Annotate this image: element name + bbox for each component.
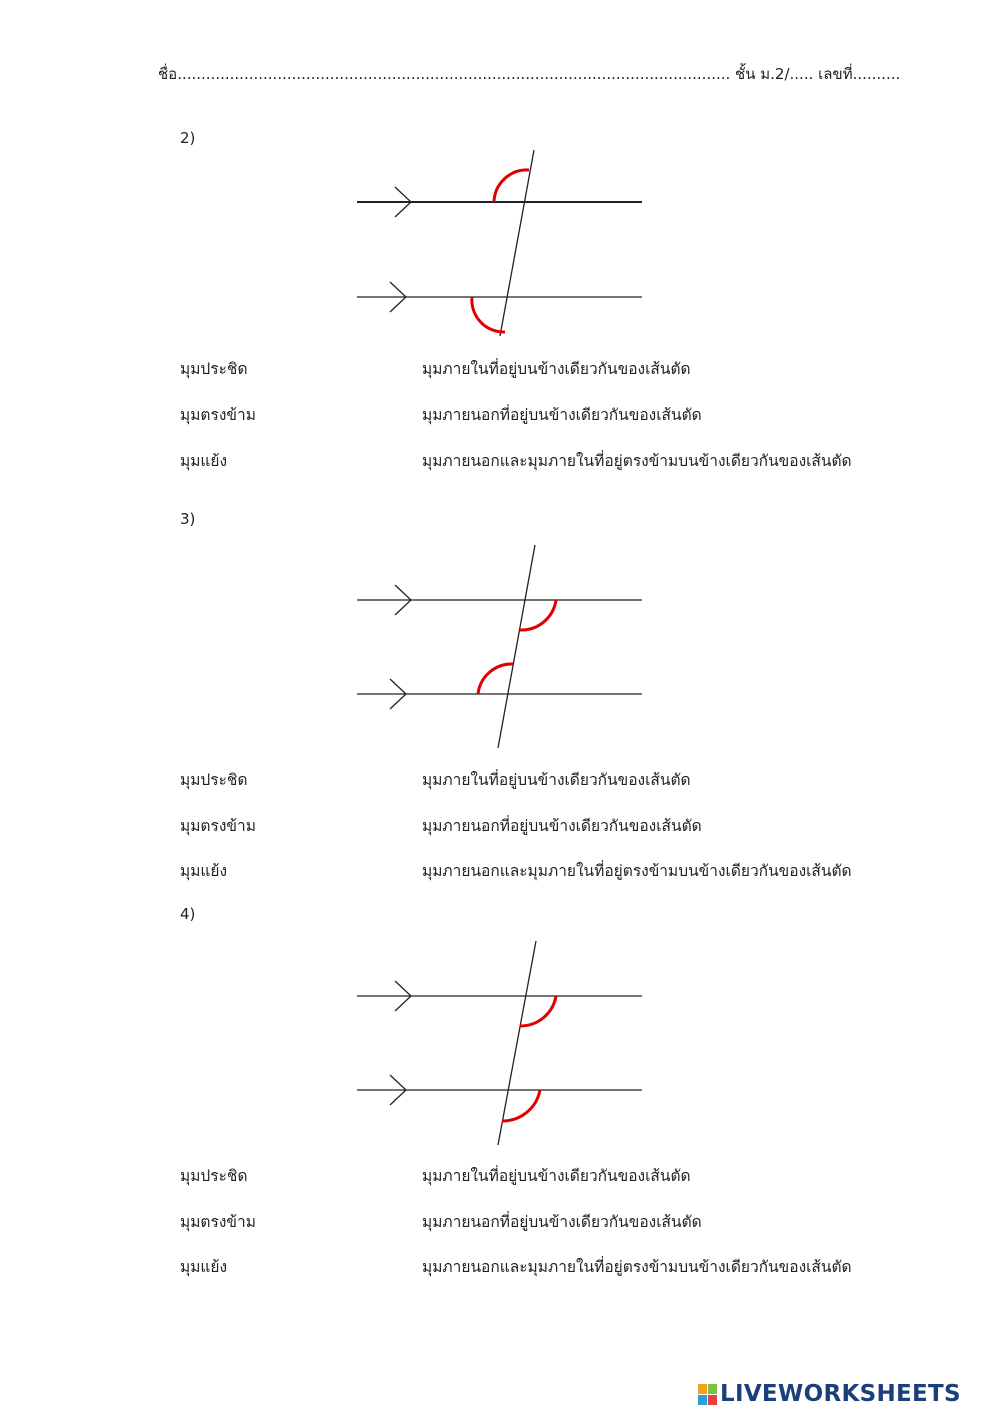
transversal-line: [498, 941, 536, 1145]
question-number: 4): [180, 905, 196, 923]
question-number: 3): [180, 510, 196, 528]
option-description[interactable]: มุมภายนอกและมุมภายในที่อยู่ตรงข้ามบนข้างเดียวกันของเส้นตัด: [422, 1258, 852, 1276]
option-label: มุมประชิด: [180, 1167, 248, 1185]
question-number: 2): [180, 129, 196, 147]
option-label: มุมตรงข้าม: [180, 406, 256, 424]
option-label: มุมแย้ง: [180, 452, 228, 470]
angle-mark-lower: [472, 297, 505, 332]
parallel-lines-diagram-3: [0, 540, 1000, 750]
option-label: มุมประชิด: [180, 771, 248, 789]
parallel-lines-diagram-2: [0, 140, 1000, 350]
brand-text: LIVEWORKSHEETS: [720, 1381, 961, 1407]
option-label: มุมตรงข้าม: [180, 817, 256, 835]
option-label: มุมประชิด: [180, 360, 248, 378]
liveworksheets-brand: [698, 1381, 961, 1407]
option-description[interactable]: มุมภายนอกที่อยู่บนข้างเดียวกันของเส้นตัด: [422, 817, 702, 835]
transversal-line: [498, 545, 535, 748]
option-description[interactable]: มุมภายนอกและมุมภายในที่อยู่ตรงข้ามบนข้างเดียวกันของเส้นตัด: [422, 452, 852, 470]
option-description[interactable]: มุมภายนอกและมุมภายในที่อยู่ตรงข้ามบนข้างเดียวกันของเส้นตัด: [422, 862, 852, 880]
option-description[interactable]: มุมภายนอกที่อยู่บนข้างเดียวกันของเส้นตัด: [422, 406, 702, 424]
student-info-header: ชื่อ.................................................................................................................... ชั้น ม.2/..... เลขที่..........: [158, 65, 901, 83]
option-description[interactable]: มุมภายในที่อยู่บนข้างเดียวกันของเส้นตัด: [422, 360, 691, 378]
option-description[interactable]: มุมภายนอกที่อยู่บนข้างเดียวกันของเส้นตัด: [422, 1213, 702, 1231]
option-description[interactable]: มุมภายในที่อยู่บนข้างเดียวกันของเส้นตัด: [422, 771, 691, 789]
liveworksheets-logo-icon: [698, 1384, 717, 1405]
option-label: มุมแย้ง: [180, 1258, 228, 1276]
option-label: มุมตรงข้าม: [180, 1213, 256, 1231]
option-description[interactable]: มุมภายในที่อยู่บนข้างเดียวกันของเส้นตัด: [422, 1167, 691, 1185]
angle-mark-upper: [520, 600, 556, 630]
angle-mark-upper: [494, 170, 529, 202]
angle-mark-lower: [478, 664, 513, 694]
option-label: มุมแย้ง: [180, 862, 228, 880]
parallel-lines-diagram-4: [0, 935, 1000, 1145]
